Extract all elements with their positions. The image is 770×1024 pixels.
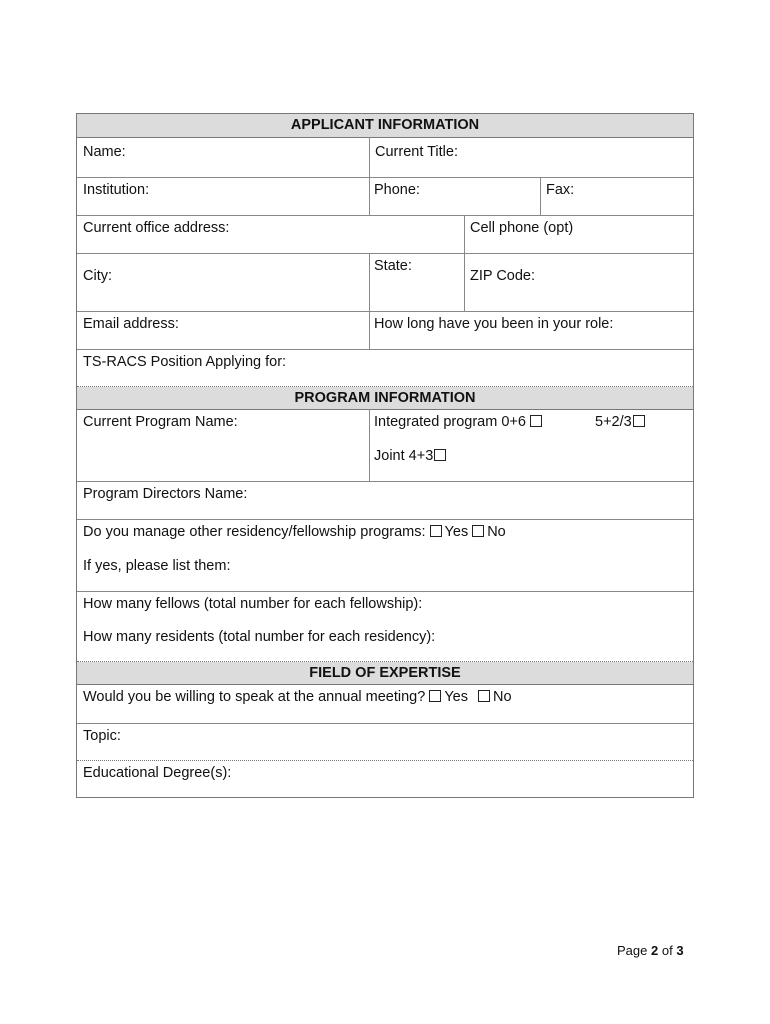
manage-other-yes-label: Yes <box>444 524 469 540</box>
page-of: of <box>661 943 673 958</box>
educational-degrees-field[interactable]: Educational Degree(s): <box>83 765 232 781</box>
page-current: 2 <box>651 943 659 958</box>
speak-at-meeting-question <box>83 688 512 706</box>
speak-yes-checkbox[interactable] <box>429 690 441 702</box>
divider <box>540 177 541 215</box>
speak-no-checkbox[interactable] <box>478 690 490 702</box>
manage-other-programs-label: Do you manage other residency/fellowship programs: <box>83 524 426 540</box>
manage-other-no-label: No <box>487 524 506 540</box>
fellows-count-field[interactable]: How many fellows (total number for each fellowship): <box>83 596 423 612</box>
joint-option[interactable] <box>374 447 449 465</box>
divider <box>77 177 693 178</box>
manage-other-yes-checkbox[interactable] <box>430 525 442 537</box>
divider <box>77 591 693 592</box>
divider <box>77 215 693 216</box>
divider <box>369 177 370 215</box>
joint-label: Joint 4+3 <box>374 448 434 464</box>
manage-other-no-checkbox[interactable] <box>472 525 484 537</box>
divider <box>464 215 465 253</box>
phone-field[interactable]: Phone: <box>374 182 420 198</box>
program-information-heading: PROGRAM INFORMATION <box>77 387 693 410</box>
integrated-program-option[interactable] <box>374 413 545 431</box>
divider <box>77 760 693 761</box>
city-field[interactable]: City: <box>83 268 112 284</box>
role-duration-field[interactable]: How long have you been in your role: <box>374 316 614 332</box>
program-directors-field[interactable]: Program Directors Name: <box>83 486 248 502</box>
five-two-three-label: 5+2/3 <box>595 414 632 430</box>
speak-no-label: No <box>492 689 512 705</box>
integrated-program-checkbox[interactable] <box>530 415 542 427</box>
zip-code-field[interactable]: ZIP Code: <box>470 268 536 284</box>
email-field[interactable]: Email address: <box>83 316 179 332</box>
five-two-three-checkbox[interactable] <box>633 415 645 427</box>
divider <box>77 723 693 724</box>
divider <box>369 137 370 177</box>
current-program-field[interactable]: Current Program Name: <box>83 414 238 430</box>
fax-field[interactable]: Fax: <box>546 182 575 198</box>
page-prefix: Page <box>617 943 648 958</box>
integrated-program-label: Integrated program 0+6 <box>374 414 526 430</box>
residents-count-field[interactable]: How many residents (total number for each residency): <box>83 629 436 645</box>
state-field[interactable]: State: <box>374 258 412 274</box>
page-total: 3 <box>676 943 684 958</box>
joint-checkbox[interactable] <box>434 449 446 461</box>
divider <box>77 349 693 350</box>
divider <box>77 481 693 482</box>
cell-phone-field[interactable]: Cell phone (opt) <box>470 220 574 236</box>
applicant-information-heading: APPLICANT INFORMATION <box>77 114 693 138</box>
speak-yes-label: Yes <box>444 689 468 705</box>
institution-field[interactable]: Institution: <box>83 182 150 198</box>
divider <box>369 409 370 481</box>
page-number <box>617 943 684 958</box>
topic-field[interactable]: Topic: <box>83 728 121 744</box>
list-programs-field[interactable]: If yes, please list them: <box>83 558 231 574</box>
divider <box>77 253 693 254</box>
divider <box>77 311 693 312</box>
five-two-three-option[interactable] <box>595 413 648 431</box>
divider <box>369 253 370 349</box>
name-field[interactable]: Name: <box>83 144 126 160</box>
manage-other-programs-question <box>83 523 506 541</box>
divider <box>77 519 693 520</box>
speak-at-meeting-label: Would you be willing to speak at the annual meeting? <box>83 689 426 705</box>
position-applying-field[interactable]: TS-RACS Position Applying for: <box>83 354 287 370</box>
office-address-field[interactable]: Current office address: <box>83 220 230 236</box>
divider <box>464 253 465 311</box>
current-title-field[interactable]: Current Title: <box>375 144 458 160</box>
field-of-expertise-heading: FIELD OF EXPERTISE <box>77 662 693 685</box>
application-form <box>76 113 694 798</box>
